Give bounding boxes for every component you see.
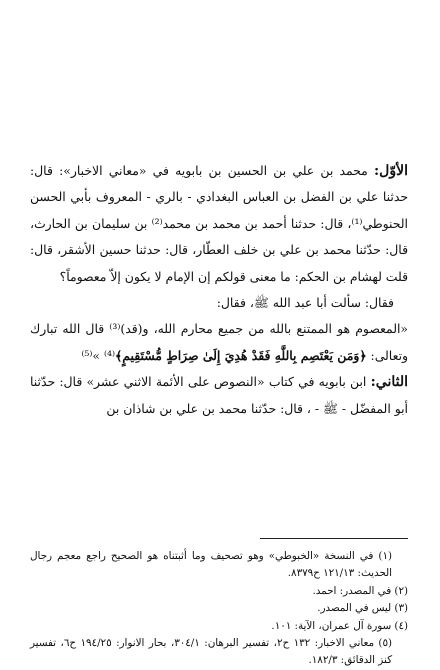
footnote-item: (٢) في المصدر: احمد.: [312, 584, 408, 597]
paragraph-body: ابن بابويه في كتاب «النصوص على الأئمة الاثني عشر» قال: حدّثنا أبو المفضّل - ﷺ - ، قال: حدّثنا محمد بن علي بن شاذان بن: [30, 374, 408, 416]
paragraph-reply: فقال: سألت أبا عبد الله ﷺ، فقال:: [216, 295, 394, 311]
quran-verse: ﴿وَمَن يَعْتَصِم بِاللَّهِ فَقَدْ هُدِيَ إِلَىٰ صِرَاطٍ مُّسْتَقِيمٍ﴾: [115, 347, 367, 363]
paragraph-lead: الأوّل:: [374, 163, 408, 179]
paragraph-first: [30, 158, 408, 290]
footnote-divider: [260, 538, 408, 539]
footnotes: [30, 548, 408, 670]
quote-text: «المعصوم هو الممتنع بالله من جميع محارم الله، و(قد)⁽³⁾ قال الله تبارك وتعالى:: [30, 321, 408, 363]
paragraph-lead: الثاني:: [370, 374, 408, 391]
footnote-item: (٤) سورة آل عمران، الآية: ١٠١.: [271, 619, 408, 632]
footnote-item: (١) في النسخة «الخبوطي» وهو تصحيف وما أثبتناه هو الصحيح راجع معجم رجال الحديث: ١٢١/١٣ ح٨٣٧٩.: [30, 550, 392, 580]
paragraph-quote: [30, 316, 408, 369]
footnote-item: (٥) معاني الاخبار: ١٣٢ ح٢، تفسير البرهان: ٣٠٤/١، بحار الانوار: ١٩٤/٢٥ ح٦، تفسير كنز الدقائق: ١٨٢/٣.: [30, 637, 393, 667]
paragraph-second: [30, 369, 408, 422]
footnote-item: (٣) ليس في المصدر.: [317, 602, 408, 615]
quote-end: ⁽⁴⁾ »⁽⁵⁾: [81, 347, 115, 363]
paragraph-body: محمد بن علي بن الحسين بن بابويه في «معاني الاخبار»: قال: حدثنا علي بن الفضل بن العباس البغدادي - بالري - المعروف بأبي الحسن الحنوطي⁽¹⁾، قال: حدثنا أحمد بن محمد بن محمد⁽²⁾ بن سليمان بن الحارث، قال: حدّثنا محمد بن علي بن خلف العطّار، قال: حدثنا حسين الأشقر، قال: قلت لهشام بن الحكم: ما معنى قولكم إن الإمام لا يكون إلاّ معصوماً؟: [30, 163, 408, 284]
main-text: [30, 158, 408, 422]
